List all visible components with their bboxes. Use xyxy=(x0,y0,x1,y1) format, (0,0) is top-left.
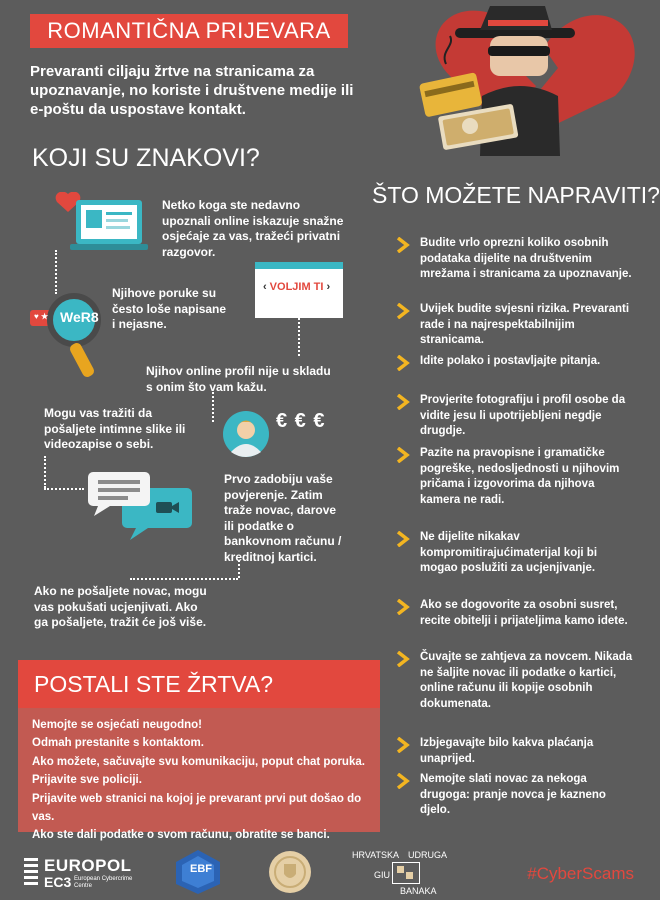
victim-item: Odmah prestanite s kontaktom. xyxy=(32,737,204,750)
connector-line xyxy=(44,456,46,488)
tip-text: Idite polako i postavljajte pitanja. xyxy=(420,355,601,367)
huh-right: UDRUGA xyxy=(408,850,448,860)
laptop-profile-icon xyxy=(52,192,148,256)
tip-text: Pazite na pravopisne i gramatičke pogreške, nedosljednosti u njihovim pričama i izgovorima da njihova kamera ne radi. xyxy=(420,447,620,506)
huh-left: GIU xyxy=(374,870,391,880)
intro-text: Prevaranti ciljaju žrtve na stranicama za upoznavanje, no koriste i društvene medije ili e-poštu da uspostave kontakt. xyxy=(30,63,354,118)
browser-message: ‹ VOLJIM TI › xyxy=(263,281,331,293)
victim-panel xyxy=(18,708,380,842)
victim-item: Prijavite sve policiji. xyxy=(32,774,142,787)
huh-logo xyxy=(352,850,448,896)
tip-text: Budite vrlo oprezni koliko osobnih podataka dijelite na društvenim mrežama i stranicama za upoznavanje. xyxy=(420,237,632,280)
tip-text: Čuvajte se zahtjeva za novcem. Nikada ne šaljite novac ili podatke o kartici, online računu ili kopije osobnih dokumenata. xyxy=(420,651,633,710)
ebf-text: EBF xyxy=(190,863,212,875)
sign-text-6: Ako ne pošaljete novac, mogu vas pokušati ucjenjivati. Ako ga pošaljete, tražit će još više. xyxy=(34,584,207,629)
signs-heading: KOJI SU ZNAKOVI? xyxy=(32,144,260,172)
victim-heading-banner xyxy=(18,660,380,708)
typo-small-text: ♥ ★ xyxy=(34,312,49,321)
europol-name: EUROPOL xyxy=(44,856,132,875)
sign-text-3: Njihov online profil nije u skladu s onim što vam kažu. xyxy=(146,364,331,394)
sign-text-2: Njihove poruke su često loše napisane i nejasne. xyxy=(112,286,227,331)
sign-text-4: Mogu vas tražiti da pošaljete intimne slike ili videozapise o sebi. xyxy=(44,406,186,451)
victim-item: Ako ste dali podatke o svom računu, obratite se banci. xyxy=(32,829,330,842)
magnifier-typo-icon xyxy=(26,290,108,388)
tip-text: Uvijek budite svjesni rizika. Prevaranti rade i na najrespektabilnijim stranicama. xyxy=(420,303,630,346)
page-title-banner xyxy=(30,14,348,48)
connector-line xyxy=(55,250,57,294)
euro-icon: € € € xyxy=(276,410,326,432)
tip-text: Ako se dogovorite za osobni susret, recite obitelji i prijateljima kamo idete. xyxy=(420,599,628,627)
page-title: ROMANTIČNA PRIJEVARA xyxy=(47,18,331,43)
chevron-right-icon xyxy=(396,737,410,753)
actions-heading: ŠTO MOŽETE NAPRAVITI? xyxy=(372,182,660,208)
chevron-right-icon xyxy=(396,394,410,410)
victim-item: Prijavite web stranici na kojoj je prevarant prvi put došao do vas. xyxy=(32,792,362,824)
mup-seal-logo xyxy=(268,850,312,894)
avatar-icon xyxy=(222,410,270,458)
europol-sub: EC3 xyxy=(44,874,72,890)
connector-line xyxy=(212,392,214,422)
hashtag: #CyberScams xyxy=(527,864,634,883)
victim-heading: POSTALI STE ŽRTVA? xyxy=(34,670,274,697)
europol-logo xyxy=(24,856,154,892)
chevron-right-icon xyxy=(396,355,410,371)
tip-text: Provjerite fotografiju i profil osobe da vidite jesu li upotrijebljeni negdje drugdje. xyxy=(420,394,626,437)
chevron-right-icon xyxy=(396,303,410,319)
tip-text: Nemojte slati novac za nekoga drugoga: pranje novca je kazneno djelo. xyxy=(420,773,606,816)
chevron-right-icon xyxy=(396,651,410,667)
broken-heart-scammer-illustration xyxy=(410,6,650,156)
sign-text-5: Prvo zadobiju vaše povjerenje. Zatim traže novac, darove ili podatke o bankovnom računu / kreditnoj kartici. xyxy=(224,472,342,564)
chevron-right-icon xyxy=(396,599,410,615)
connector-line xyxy=(298,318,300,356)
tip-text: Ne dijelite nikakav kompromitirajućimaterijal koji bi mogao poslužiti za ucjenjivanje. xyxy=(420,531,598,574)
victim-item: Nemojte se osjećati neugodno! xyxy=(32,719,202,731)
victim-item: Ako možete, sačuvajte svu komunikaciju, poput chat poruka. xyxy=(32,755,365,768)
huh-frame-icon xyxy=(392,862,420,884)
huh-bottom: BANAKA xyxy=(400,886,437,896)
europol-desc: European Cybercrime Centre xyxy=(74,876,133,889)
chat-video-bubbles-icon xyxy=(86,470,194,542)
chevron-right-icon xyxy=(396,773,410,789)
chevron-right-icon xyxy=(396,531,410,547)
chevron-right-icon xyxy=(396,447,410,463)
tip-text: Izbjegavajte bilo kakva plaćanja unaprijed. xyxy=(420,737,594,765)
sign-text-1: Netko koga ste nedavno upoznali online iskazuje snažne osjećaje za vas, tražeći privatni razgovor. xyxy=(162,198,344,259)
huh-top: HRVATSKA xyxy=(352,850,400,860)
connector-line xyxy=(44,488,84,490)
typo-text: WeR8 xyxy=(60,309,99,325)
connector-line xyxy=(130,578,238,580)
browser-window-illustration xyxy=(255,262,343,318)
chevron-right-icon xyxy=(396,237,410,253)
europol-stripes-icon xyxy=(24,858,38,888)
